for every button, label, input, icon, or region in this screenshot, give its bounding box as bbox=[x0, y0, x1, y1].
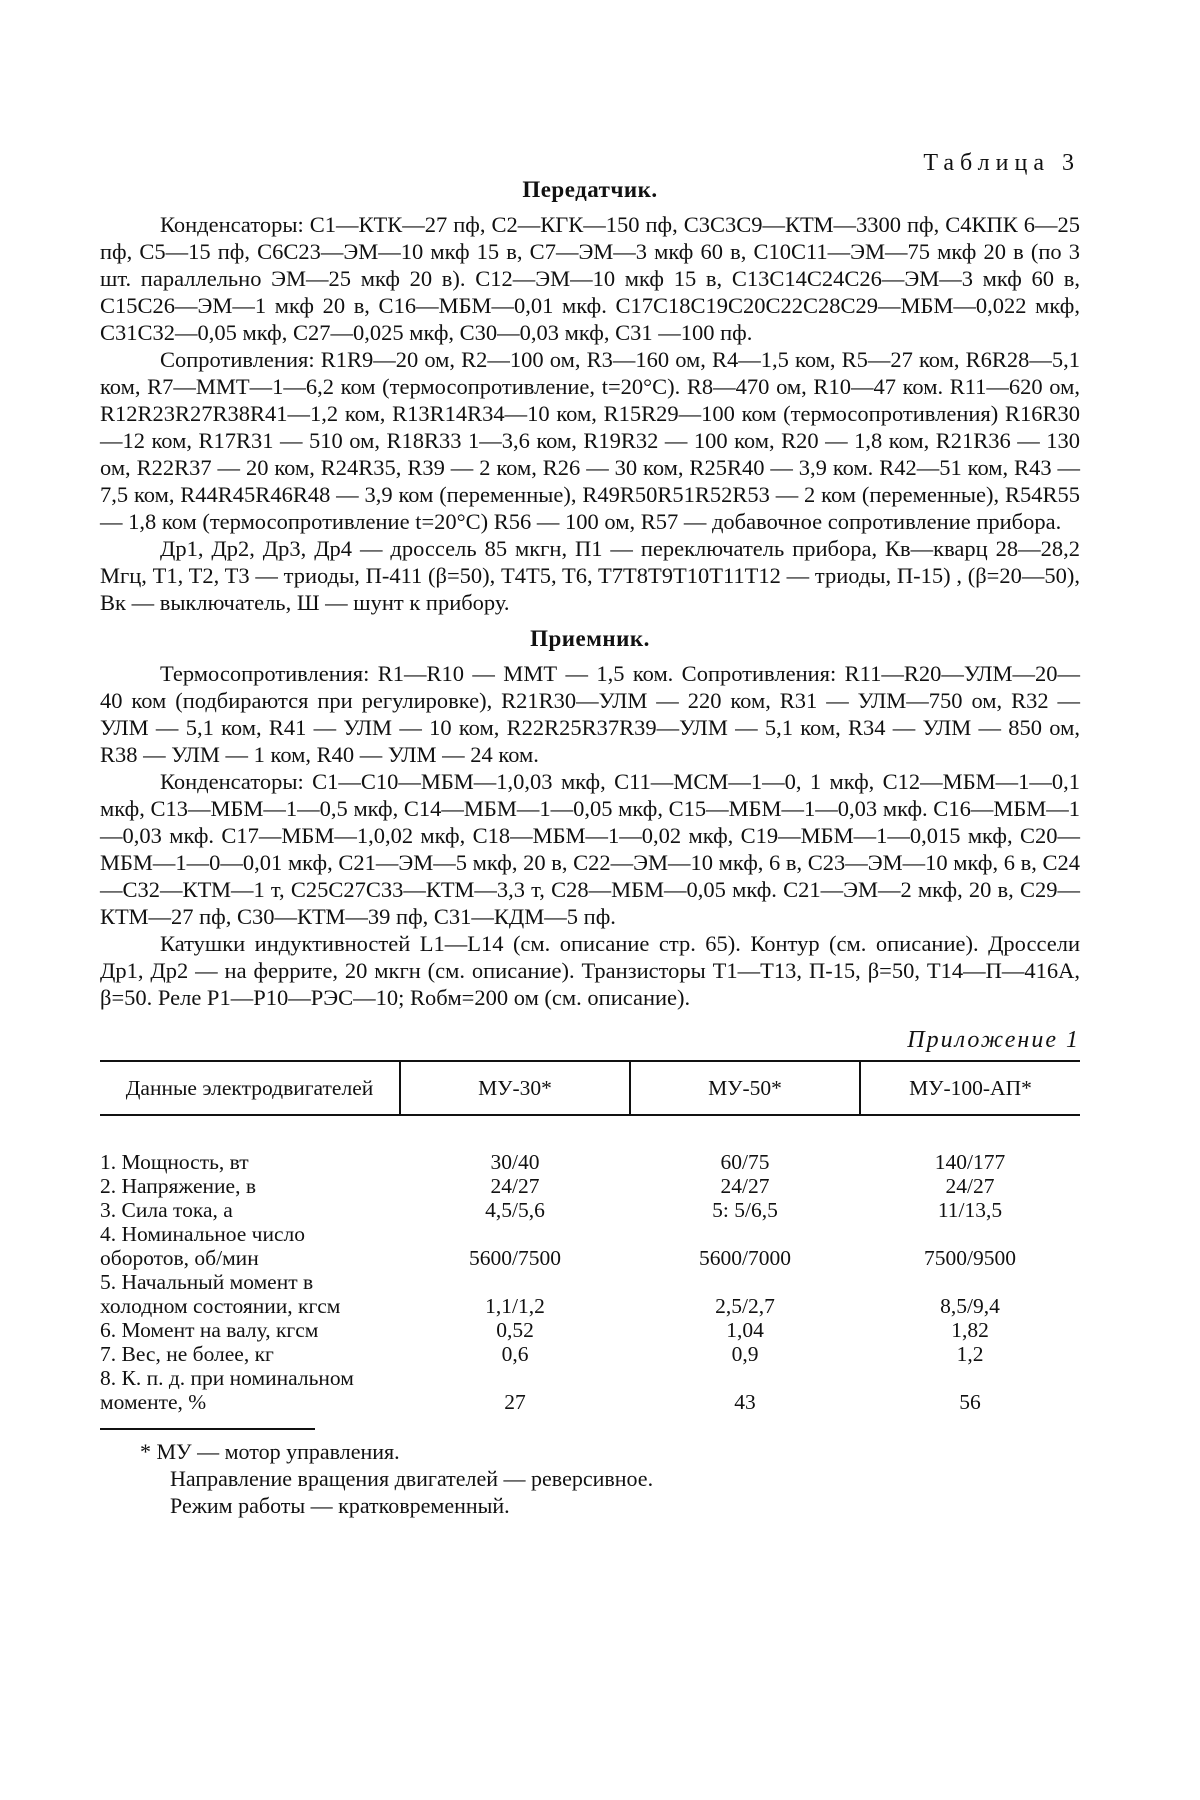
table-row bbox=[100, 1270, 1080, 1318]
row-param: 8. К. п. д. при номинальном моменте, % bbox=[100, 1366, 354, 1414]
transmitter-title: Передатчик. bbox=[522, 177, 658, 202]
row-value-mu-100: 11/13,5 bbox=[937, 1198, 1003, 1222]
row-value-mu-50: 0,9 bbox=[731, 1342, 759, 1366]
transmitter-components-paragraph: Др1, Др2, Др3, Др4 — дроссель 85 мкгн, П1 — переключатель прибора, Кв—кварц 28—28,2 Мгц, T1, T2, T3 — триоды, П-411 (β=50), T4T5, T6, T7T8T9T10T11T12 — триоды, П-15) , (β=20—50), Вк — выключатель, Ш — шунт к прибору. bbox=[100, 536, 1080, 615]
footnote-mu-definition: * МУ — мотор управления. bbox=[140, 1439, 400, 1464]
table-row bbox=[100, 1222, 1080, 1270]
row-value-mu-30: 1,1/1,2 bbox=[485, 1294, 545, 1318]
row-value-mu-50: 1,04 bbox=[726, 1318, 764, 1342]
receiver-capacitors-paragraph: Конденсаторы: C1—C10—МБМ—1,0,03 мкф, C11—МСМ—1—0, 1 мкф, C12—МБМ—1—0,1 мкф, C13—МБМ—1—0,5 мкф, C14—МБМ—1—0,05 мкф, C15—МБМ—1—0,03 мкф. C16—МБМ—1—0,03 мкф. C17—МБМ—1,0,02 мкф, C18—МБМ—1—0,02 мкф, C19—МБМ—1—0,015 мкф, C20—МБМ—1—0—0,01 мкф, C21—ЭМ—5 мкф, 20 в, C22—ЭМ—10 мкф, 6 в, C23—ЭМ—10 мкф, 6 в, C24—C32—КТМ—1 т, C25C27C33—КТМ—3,3 т, C28—МБМ—0,05 мкф. C21—ЭМ—2 мкф, 20 в, C29—КТМ—27 пф, C30—КТМ—39 пф, C31—КДМ—5 пф. bbox=[100, 769, 1080, 929]
table-row bbox=[100, 1198, 1080, 1222]
receiver-resistors-paragraph: Термосопротивления: R1—R10 — ММТ — 1,5 ком. Сопротивления: R11—R20—УЛМ—20—40 ком (подбираются при регулировке), R21R30—УЛМ — 220 ком, R31 — УЛМ—750 ом, R32 — УЛМ — 5,1 ком, R41 — УЛМ — 10 ком, R22R25R37R39—УЛМ — 5,1 ком, R34 — УЛМ — 850 ом, R38 — УЛМ — 1 ком, R40 — УЛМ — 24 ком. bbox=[100, 661, 1080, 767]
receiver-section bbox=[100, 626, 1080, 1011]
footnote-rotation-direction: Направление вращения двигателей — реверсивное. bbox=[170, 1466, 654, 1491]
row-param: 7. Вес, не более, кг bbox=[100, 1342, 274, 1366]
row-value-mu-50: 43 bbox=[734, 1390, 756, 1414]
table-row bbox=[100, 1366, 1080, 1428]
transmitter-section bbox=[100, 177, 1080, 616]
header-mu-30: МУ-30* bbox=[400, 1061, 630, 1115]
row-value-mu-50: 24/27 bbox=[720, 1174, 770, 1198]
row-value-mu-100: 1,82 bbox=[951, 1318, 989, 1342]
table-label: Таблица 3 bbox=[923, 150, 1080, 176]
footnote-operation-mode: Режим работы — кратковременный. bbox=[170, 1493, 510, 1518]
row-value-mu-100: 140/177 bbox=[934, 1150, 1006, 1174]
header-mu-100-ap: МУ-100-АП* bbox=[860, 1061, 1080, 1115]
row-value-mu-100: 24/27 bbox=[945, 1174, 995, 1198]
table-row bbox=[100, 1115, 1080, 1174]
row-value-mu-100: 1,2 bbox=[956, 1342, 984, 1366]
row-value-mu-100: 8,5/9,4 bbox=[940, 1294, 1000, 1318]
receiver-title: Приемник. bbox=[530, 626, 650, 651]
row-value-mu-30: 24/27 bbox=[490, 1174, 540, 1198]
row-param: 5. Начальный момент в холодном состоянии, кгсм bbox=[100, 1270, 341, 1318]
row-value-mu-100: 56 bbox=[959, 1390, 981, 1414]
row-value-mu-30: 0,52 bbox=[496, 1318, 534, 1342]
receiver-coils-paragraph: Катушки индуктивностей L1—L14 (см. описание стр. 65). Контур (см. описание). Дроссели Др1, Др2 — на феррите, 20 мкгн (см. описание). Транзисторы T1—T13, П-15, β=50, T14—П—416А, β=50. Реле P1—P10—РЭС—10; Rобм=200 ом (см. описание). bbox=[100, 931, 1080, 1010]
row-value-mu-50: 5600/7000 bbox=[699, 1246, 791, 1270]
row-value-mu-30: 4,5/5,6 bbox=[485, 1198, 545, 1222]
row-value-mu-50: 2,5/2,7 bbox=[715, 1294, 775, 1318]
row-param: 4. Номинальное число оборотов, об/мин bbox=[100, 1222, 306, 1270]
transmitter-resistors-paragraph: Сопротивления: R1R9—20 ом, R2—100 ом, R3—160 ом, R4—1,5 ком, R5—27 ком, R6R28—5,1 ком, R7—ММТ—1—6,2 ком (термосопротивление, t=20°C). R8—470 ом, R10—47 ком. R11—620 ом, R12R23R27R38R41—1,2 ком, R13R14R34—10 ком, R15R29—100 ком (термосопротивления) R16R30—12 ком, R17R31 — 510 ом, R18R33 1—3,6 ком, R19R32 — 100 ком, R20 — 1,8 ком, R21R36 — 130 ом, R22R37 — 20 ком, R24R35, R39 — 2 ком, R26 — 30 ком, R25R40 — 3,9 ком. R42—51 ком, R43 — 7,5 ком, R44R45R46R48 — 3,9 ком (переменные), R49R50R51R52R53 — 2 ком (переменные), R54R55 — 1,8 ком (термосопротивление t=20°C) R56 — 100 ом, R57 — добавочное сопротивление прибора. bbox=[100, 347, 1080, 534]
row-value-mu-50: 60/75 bbox=[720, 1150, 770, 1174]
row-value-mu-50: 5: 5/6,5 bbox=[712, 1198, 778, 1222]
row-param: 2. Напряжение, в bbox=[100, 1174, 257, 1198]
table-row bbox=[100, 1342, 1080, 1366]
row-value-mu-30: 30/40 bbox=[490, 1150, 540, 1174]
table-row bbox=[100, 1174, 1080, 1198]
motor-specs-table bbox=[100, 1060, 1080, 1428]
appendix-label: Приложение 1 bbox=[907, 1027, 1080, 1053]
row-param: 6. Момент на валу, кгсм bbox=[100, 1318, 319, 1342]
transmitter-capacitors-paragraph: Конденсаторы: C1—КТК—27 пф, C2—КГК—150 пф, C3C3C9—КТМ—3300 пф, C4КПК 6—25 пф, C5—15 пф, C6C23—ЭМ—10 мкф 15 в, C7—ЭМ—3 мкф 60 в, C10C11—ЭМ—75 мкф 20 в (по 3 шт. параллельно ЭМ—25 мкф 20 в). C12—ЭМ—10 мкф 15 в, C13C14C24C26—ЭМ—3 мкф 60 в, C15C26—ЭМ—1 мкф 20 в, C16—МБМ—0,01 мкф. C17C18C19C20C22C28C29—МБМ—0,022 мкф, C31C32—0,05 мкф, C27—0,025 мкф, C30—0,03 мкф, C31 —100 пф. bbox=[100, 212, 1080, 345]
table-header-row bbox=[100, 1061, 1080, 1115]
row-value-mu-30: 27 bbox=[504, 1390, 526, 1414]
header-parameter: Данные электродвигателей bbox=[100, 1061, 400, 1115]
header-mu-50: МУ-50* bbox=[630, 1061, 860, 1115]
row-param: 3. Сила тока, а bbox=[100, 1198, 233, 1222]
row-param: 1. Мощность, вт bbox=[100, 1150, 249, 1174]
row-value-mu-100: 7500/9500 bbox=[924, 1246, 1016, 1270]
row-value-mu-30: 5600/7500 bbox=[469, 1246, 561, 1270]
row-value-mu-30: 0,6 bbox=[501, 1342, 529, 1366]
table-row bbox=[100, 1318, 1080, 1342]
footnote-divider bbox=[100, 1428, 315, 1430]
document-page bbox=[100, 150, 1080, 1519]
